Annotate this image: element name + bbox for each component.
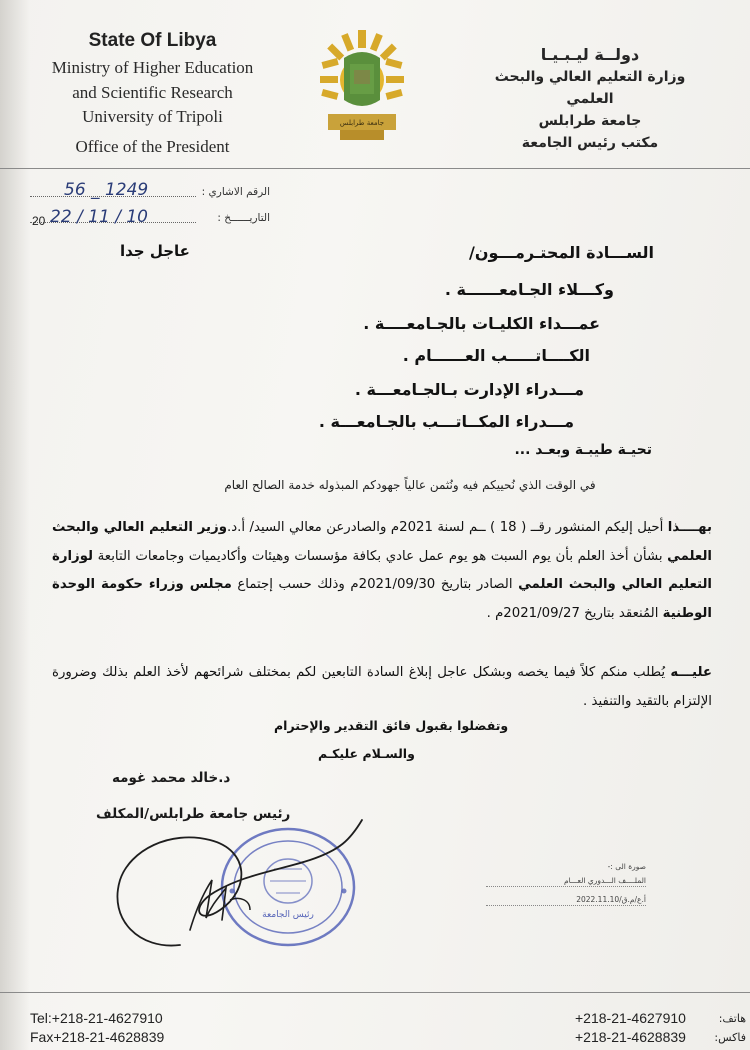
paragraph-2: عليـــه يُطلب منكم كلاً فيما يخصه وبشكل عاجل إبلاغ السادة التابعين لكم بمختلف شرائحهم لأخذ العلم بذلك وضرورة الإلتزام بالتقيد والتنفيذ . (52, 665, 712, 709)
closing-respect: وتفضلوا بقبول فائق التقدير والإحترام (274, 718, 509, 733)
paragraph-1: بهــــذا أحيل إليكم المنشور رقــ ( 18 ) ــم لسنة 2021م والصادرعن معالي السيد/ أ.د.وزير التعليم العالي والبحث العلمي بشأن أخذ العلم بأن يوم السبت هو يوم عمل عادي بكافة مؤسسات وهيئات وأكاديميات وجامعات التابعة لوزارة التعليم العالي والبحث العلمي الصادر بتاريخ 2021/09/30م وذلك حسب إجتماع مجلس وزراء حكومة الوحدة الوطنية المُنعقد بتاريخ 2021/09/27م . (52, 520, 712, 622)
reference-date-prefix: 20 (32, 214, 46, 228)
header-office-ar: مكتب رئيس الجامعة (521, 135, 659, 151)
closing-peace: والسـلام عليكـم (318, 746, 415, 761)
university-logo (316, 28, 408, 144)
intro-line: في الوقت الذي نُحييكم فيه ونُثمن عالياً جهودكم المبذوله خدمة الصالح العام (224, 478, 596, 492)
header-arabic (470, 44, 710, 154)
reference-date-label: التاريــــــخ : (217, 212, 270, 224)
header-ministry-ar: وزارة التعليم العالي والبحث العلمي (494, 69, 686, 107)
header-university-ar: جامعة طرابلس (538, 113, 642, 129)
footer-divider (0, 992, 750, 993)
greeting: تحيـة طيبـة وبعـد ... (514, 442, 652, 458)
header-ministry-en-1: Ministry of Higher Education (51, 58, 254, 77)
recipient-1: وكـــلاء الجـامعــــــة . (444, 280, 614, 299)
footer-tel-en: Tel:+218-21-4627910 (30, 1010, 163, 1026)
header-state-en: State Of Libya (88, 30, 217, 51)
footer-tel-number: +218-21-4627910 (575, 1010, 686, 1026)
recipient-2: عمـــداء الكليـات بالجـامعــــة . (363, 314, 600, 333)
footer-fax-number: +218-21-4628839 (575, 1029, 686, 1045)
reference-block (30, 180, 270, 232)
copy-note-label: صورة الى :- (607, 862, 646, 871)
logo-label: جامعة طرابلس (339, 119, 385, 127)
header-office-en: Office of the President (75, 136, 230, 156)
signatory-name: د.خالد محمد غومه (112, 770, 231, 786)
recipient-4: مـــدراء الإدارت بـالجـامعـــة . (354, 380, 584, 399)
signatory-title: رئيس جامعة طرابلس/المكلف (96, 806, 291, 822)
salutation: الســـادة المحتـرمـــون/ (469, 243, 654, 262)
footer-fax-label-ar: فاكس: (714, 1031, 746, 1044)
header-university-en: University of Tripoli (82, 107, 223, 126)
copy-note-line-2: أ.ع/م.ق/2022.11.10 (486, 893, 646, 906)
reference-date-row (30, 206, 270, 232)
handwritten-signature (100, 800, 390, 980)
reference-number-label: الرقم الاشاري : (201, 186, 270, 198)
reference-number-value: 56 _ 1249 (64, 180, 149, 200)
header-divider (0, 168, 750, 169)
urgent-label: عاجل جدا (120, 242, 190, 260)
footer-fax-en: Fax+218-21-4628839 (30, 1029, 165, 1045)
header-ministry-en-2: and Scientific Research (72, 82, 233, 102)
copy-note-line-1: الملــــف الـــدوري العـــام (486, 874, 646, 887)
stamp-caption: رئيس الجامعة (262, 910, 314, 920)
reference-number-row (30, 180, 270, 206)
header-state-ar: دولــة ليـبـيـا (540, 45, 640, 64)
reference-date-value: 22 / 11 / 10 (50, 207, 148, 227)
para2-opening: عليـــه (670, 665, 712, 680)
footer-tel-label-ar: هاتف: (718, 1012, 746, 1025)
header-english (20, 30, 285, 159)
footer-contacts-numbers (575, 1009, 686, 1047)
recipient-3: الكــــاتـــــب العــــــام . (402, 346, 590, 365)
footer-contacts-en (30, 1009, 164, 1047)
para1-opening: بهــــذا (667, 520, 712, 535)
copy-note (486, 860, 646, 906)
recipient-5: مـــدراء المكــاتـــب بالجـامعـــة . (318, 412, 574, 431)
